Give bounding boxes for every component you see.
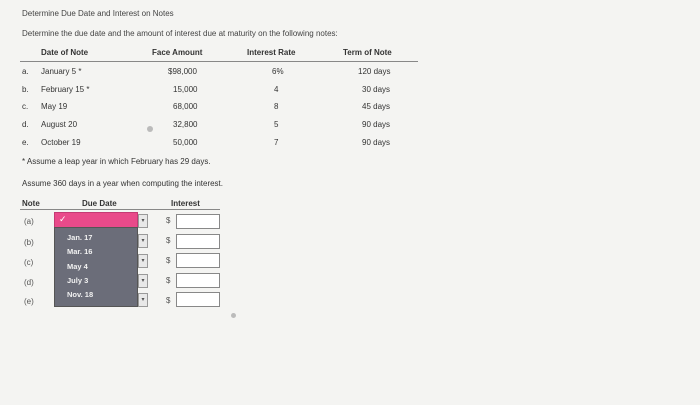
currency-symbol: $ [166, 216, 171, 225]
row-term: 45 days [362, 102, 391, 111]
row-face: 32,800 [173, 120, 198, 129]
table-row [0, 120, 700, 134]
interest-input-a[interactable] [176, 214, 220, 229]
header-interest: Interest [171, 199, 200, 208]
row-rate: 5 [274, 120, 279, 129]
row-date: August 20 [41, 120, 78, 129]
header-note: Note [22, 199, 40, 208]
table-row [0, 67, 700, 81]
interest-input-e[interactable] [176, 292, 220, 307]
row-date: May 19 [41, 102, 68, 111]
row-rate: 7 [274, 138, 279, 147]
dropdown-arrow-icon[interactable]: ▾ [138, 274, 148, 288]
table-row [0, 138, 700, 152]
currency-symbol: $ [166, 236, 171, 245]
header-interest-rate: Interest Rate [247, 48, 296, 57]
answer-header-rule [20, 209, 220, 210]
note-label-d: (d) [24, 278, 34, 287]
row-letter: d. [22, 120, 29, 129]
row-term: 90 days [362, 120, 391, 129]
option-july-3[interactable]: July 3 [67, 276, 89, 285]
header-rule [20, 61, 418, 62]
assumption-text: Assume 360 days in a year when computing the interest. [22, 179, 223, 188]
option-nov-18[interactable]: Nov. 18 [67, 290, 94, 299]
dropdown-arrow-icon[interactable]: ▾ [138, 254, 148, 268]
row-term: 90 days [362, 138, 391, 147]
dropdown-arrow-icon[interactable]: ▾ [138, 293, 148, 307]
dropdown-arrow-icon[interactable]: ▾ [138, 234, 148, 248]
header-face-amount: Face Amount [152, 48, 203, 57]
note-label-c: (c) [24, 258, 34, 267]
table-row [0, 102, 700, 116]
note-label-b: (b) [24, 238, 34, 247]
row-date: February 15 * [41, 85, 90, 94]
leap-year-footnote: * Assume a leap year in which February has 29 days. [22, 157, 211, 166]
note-label-e: (e) [24, 297, 34, 306]
interest-input-d[interactable] [176, 273, 220, 288]
currency-symbol: $ [166, 276, 171, 285]
row-letter: a. [22, 67, 29, 76]
due-date-dropdown-a[interactable] [54, 212, 138, 228]
stray-dot [147, 126, 153, 132]
row-face: 15,000 [173, 85, 198, 94]
row-rate: 8 [274, 102, 279, 111]
header-term-of-note: Term of Note [343, 48, 392, 57]
stray-dot [231, 313, 236, 318]
row-rate: 6% [272, 67, 284, 76]
row-date: October 19 [41, 138, 81, 147]
row-rate: 4 [274, 85, 279, 94]
row-date: January 5 * [41, 67, 82, 76]
interest-input-b[interactable] [176, 234, 220, 249]
option-mar-16[interactable]: Mar. 16 [67, 247, 93, 256]
row-letter: b. [22, 85, 29, 94]
row-face: 68,000 [173, 102, 198, 111]
table-row [0, 85, 700, 99]
check-icon: ✓ [59, 214, 67, 224]
currency-symbol: $ [166, 296, 171, 305]
row-letter: e. [22, 138, 29, 147]
instruction-text: Determine the due date and the amount of interest due at maturity on the following notes: [22, 29, 338, 38]
row-face: $98,000 [168, 67, 197, 76]
header-date-of-note: Date of Note [41, 48, 89, 57]
row-letter: c. [22, 102, 29, 111]
interest-input-c[interactable] [176, 253, 220, 268]
currency-symbol: $ [166, 256, 171, 265]
dropdown-arrow-icon[interactable]: ▾ [138, 214, 148, 228]
row-face: 50,000 [173, 138, 198, 147]
row-term: 120 days [358, 67, 391, 76]
option-jan-17[interactable]: Jan. 17 [67, 233, 93, 242]
row-term: 30 days [362, 85, 391, 94]
note-label-a: (a) [24, 217, 34, 226]
header-due-date: Due Date [82, 199, 117, 208]
page-title: Determine Due Date and Interest on Notes [22, 9, 174, 18]
due-date-options-menu [54, 227, 138, 307]
option-may-4[interactable]: May 4 [67, 262, 88, 271]
